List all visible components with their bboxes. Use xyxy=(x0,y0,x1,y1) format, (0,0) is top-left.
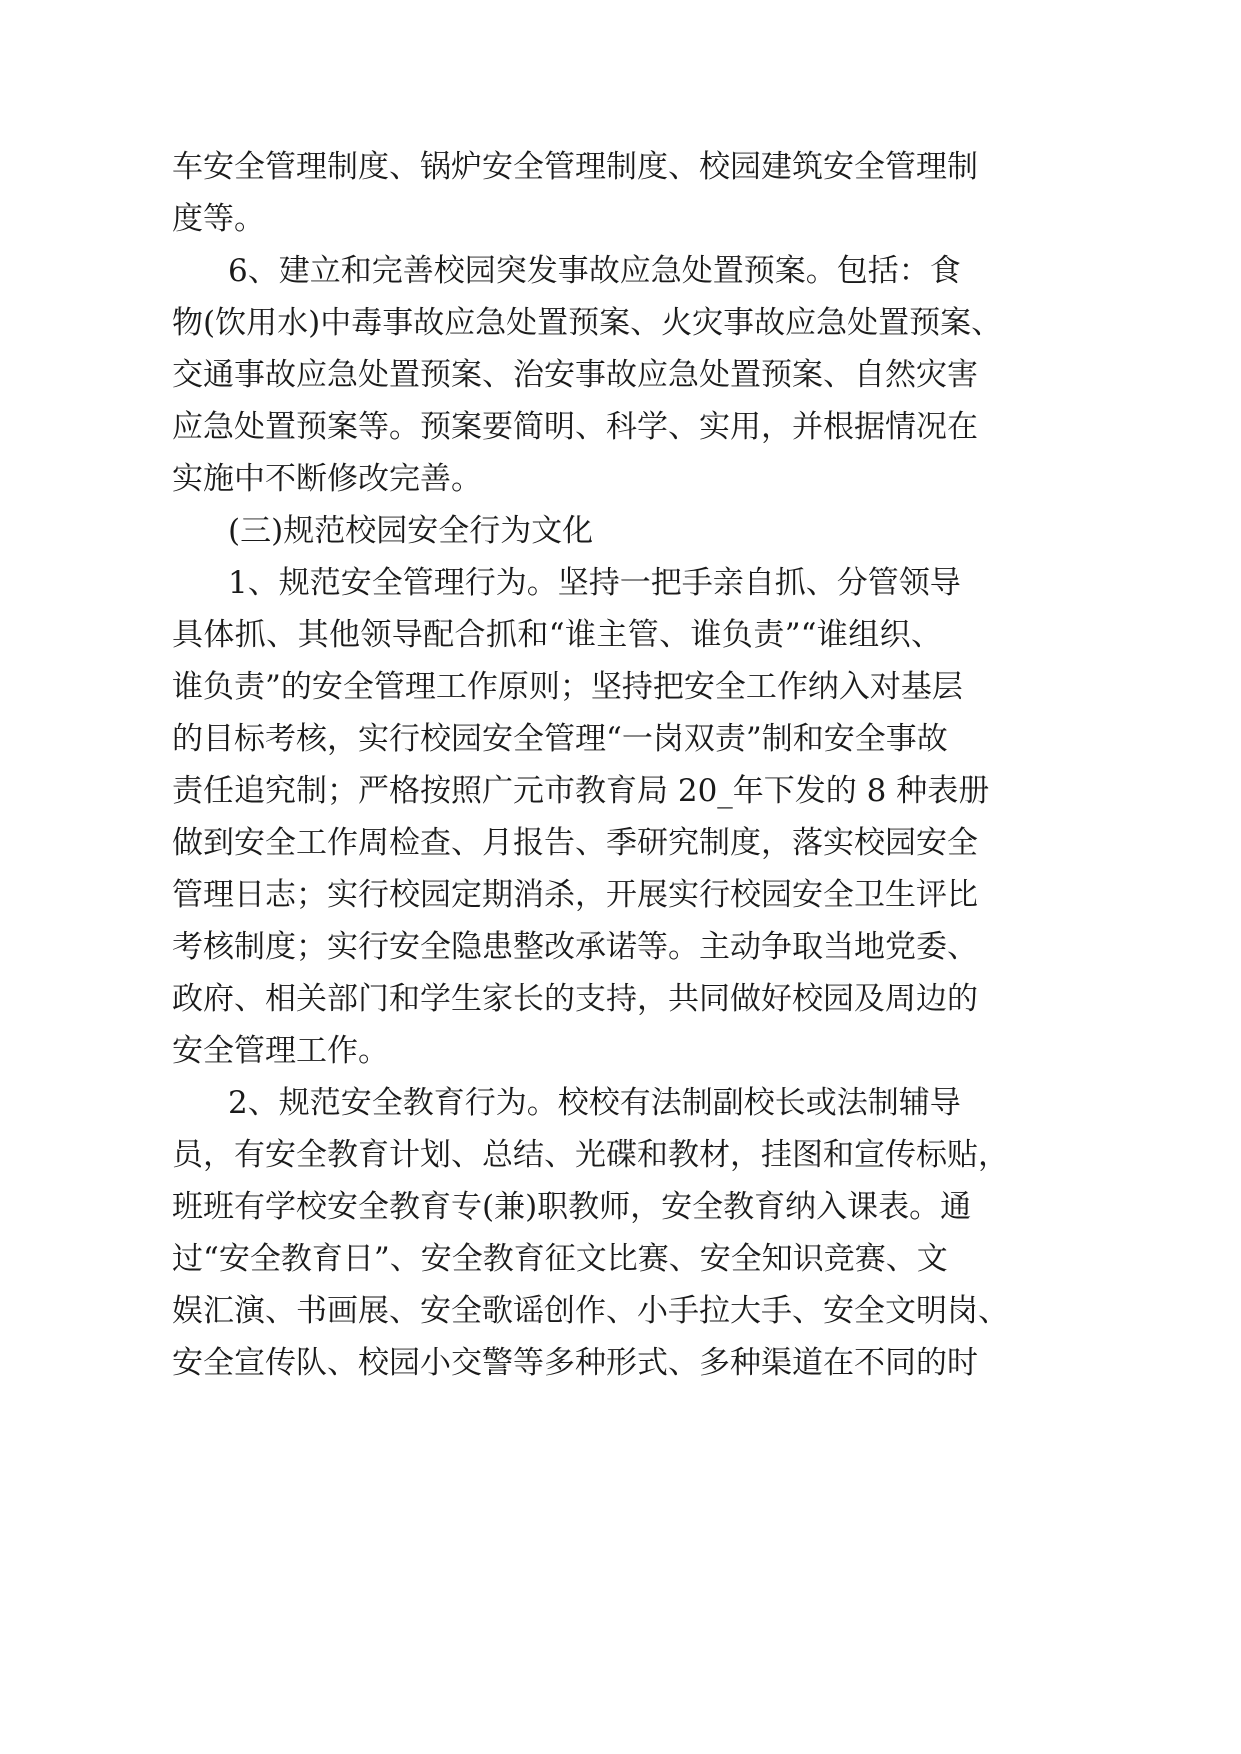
text-line xyxy=(0,763,1241,819)
line-text: 实施中不断修改完善。 xyxy=(172,461,482,497)
line-text: 管理日志；实行校园定期消杀，开展实行校园安全卫生评比 xyxy=(172,877,978,913)
text-line xyxy=(0,1127,1241,1183)
text-line xyxy=(0,503,1241,559)
line-text: 班班有学校安全教育专(兼)职教师，安全教育纳入课表。通 xyxy=(172,1189,972,1225)
line-text: 员，有安全教育计划、总结、光碟和教材，挂图和宣传标贴， xyxy=(172,1137,1009,1173)
line-text: 娱汇演、书画展、安全歌谣创作、小手拉大手、安全文明岗、 xyxy=(172,1293,1009,1329)
line-text: 责任追究制；严格按照广元市教育局 20_年下发的 8 种表册 xyxy=(172,773,990,809)
text-line xyxy=(0,815,1241,871)
text-line xyxy=(0,243,1241,299)
line-text: 6、建立和完善校园突发事故应急处置预案。包括：食 xyxy=(228,253,961,289)
text-line xyxy=(0,1023,1241,1079)
text-line xyxy=(0,1075,1241,1131)
line-text: 应急处置预案等。预案要简明、科学、实用，并根据情况在 xyxy=(172,409,978,445)
line-text: 2、规范安全教育行为。校校有法制副校长或法制辅导 xyxy=(228,1085,961,1121)
line-text: 考核制度；实行安全隐患整改承诺等。主动争取当地党委、 xyxy=(172,929,978,965)
line-text: 交通事故应急处置预案、治安事故应急处置预案、自然灾害 xyxy=(172,357,978,393)
text-line xyxy=(0,919,1241,975)
line-text: (三)规范校园安全行为文化 xyxy=(228,513,594,549)
text-line xyxy=(0,139,1241,195)
text-line xyxy=(0,711,1241,767)
text-line xyxy=(0,191,1241,247)
line-text: 度等。 xyxy=(172,201,265,237)
text-line xyxy=(0,451,1241,507)
line-text: 具体抓、其他领导配合抓和“谁主管、谁负责”“谁组织、 xyxy=(172,617,942,653)
line-text: 过“安全教育日”、安全教育征文比赛、安全知识竞赛、文 xyxy=(172,1241,948,1277)
text-line xyxy=(0,399,1241,455)
text-line xyxy=(0,971,1241,1027)
text-line xyxy=(0,867,1241,923)
text-line xyxy=(0,295,1241,351)
line-text: 安全管理工作。 xyxy=(172,1033,389,1069)
text-line xyxy=(0,1335,1241,1391)
text-line xyxy=(0,1179,1241,1235)
line-text: 谁负责”的安全管理工作原则；坚持把安全工作纳入对基层 xyxy=(172,669,963,705)
text-line xyxy=(0,659,1241,715)
line-text: 物(饮用水)中毒事故应急处置预案、火灾事故应急处置预案、 xyxy=(172,305,1003,341)
text-line xyxy=(0,555,1241,611)
text-line xyxy=(0,347,1241,403)
line-text: 做到安全工作周检查、月报告、季研究制度，落实校园安全 xyxy=(172,825,978,861)
line-text: 1、规范安全管理行为。坚持一把手亲自抓、分管领导 xyxy=(228,565,961,601)
text-line xyxy=(0,1231,1241,1287)
line-text: 政府、相关部门和学生家长的支持，共同做好校园及周边的 xyxy=(172,981,978,1017)
line-text: 车安全管理制度、锅炉安全管理制度、校园建筑安全管理制 xyxy=(172,149,978,185)
text-line xyxy=(0,607,1241,663)
line-text: 安全宣传队、校园小交警等多种形式、多种渠道在不同的时 xyxy=(172,1345,978,1381)
line-text: 的目标考核，实行校园安全管理“一岗双责”制和安全事故 xyxy=(172,721,948,757)
text-line xyxy=(0,1283,1241,1339)
